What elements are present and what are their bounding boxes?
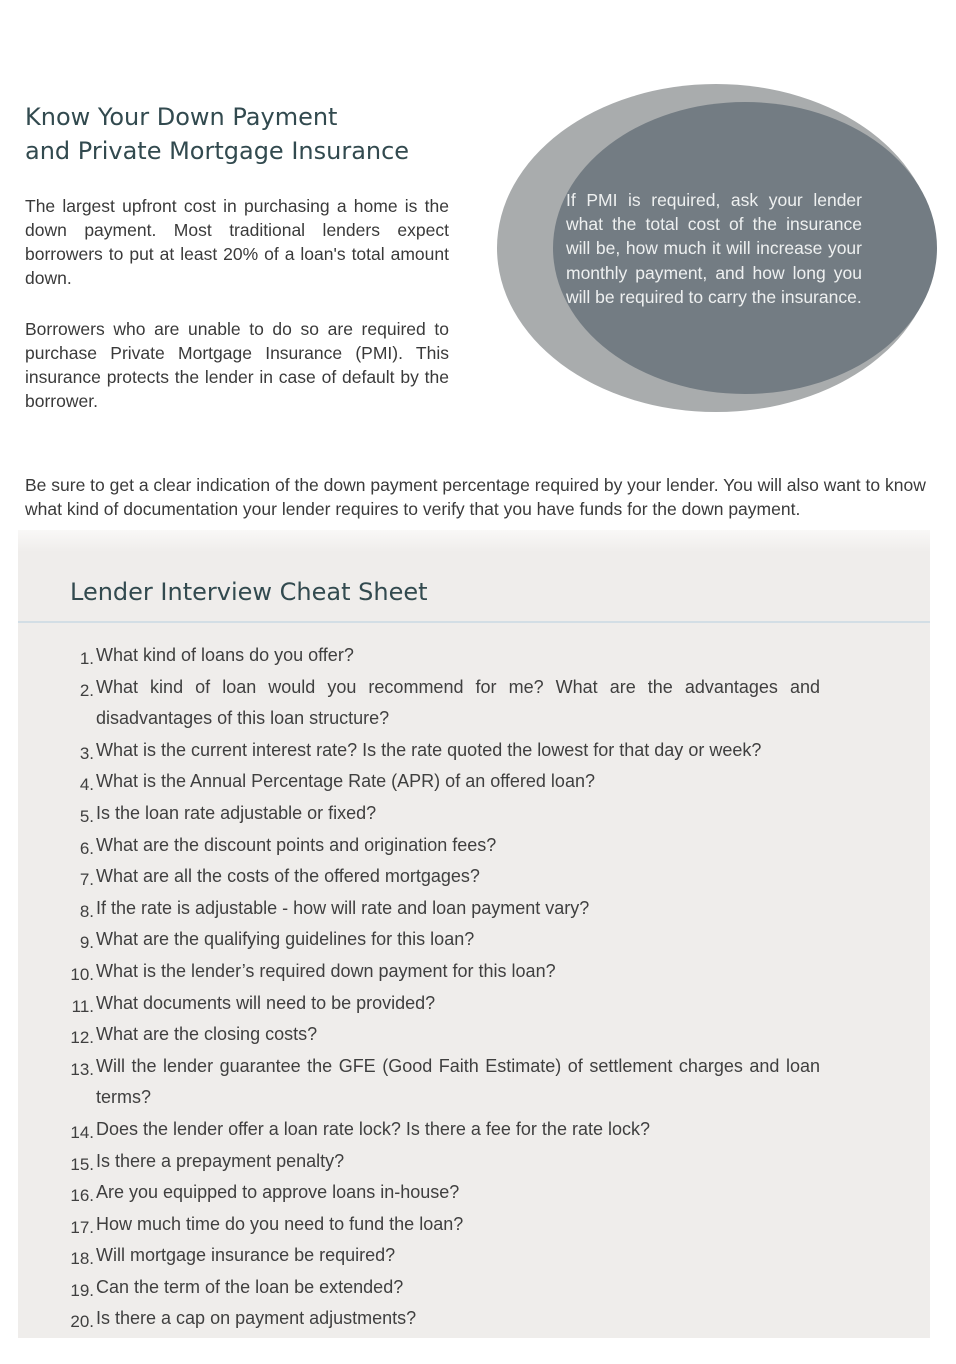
question-text: What are the closing costs?: [96, 1024, 318, 1045]
question-item: [18, 766, 820, 798]
question-text: Can the term of the loan be extended?: [96, 1276, 404, 1297]
page-heading-line-1: Know Your Down Payment: [25, 103, 338, 131]
question-number: 20.: [70, 1312, 94, 1332]
question-text: What kind of loans do you offer?: [96, 645, 354, 665]
question-number: 9.: [79, 933, 94, 953]
question-number: 10.: [70, 964, 94, 984]
cheat-sheet-title: Lender Interview Cheat Sheet: [70, 578, 428, 606]
question-item: [18, 735, 820, 767]
question-item: [18, 956, 820, 988]
question-item: [18, 640, 820, 672]
question-text: Will mortgage insurance be required?: [96, 1245, 396, 1266]
question-number: 8.: [79, 901, 94, 921]
question-text: Are you equipped to approve loans in-house?: [96, 1182, 460, 1203]
question-text: Is there a cap on payment adjustments?: [96, 1308, 417, 1329]
question-number: 13.: [70, 1059, 94, 1079]
intro-paragraph-1: The largest upfront cost in purchasing a home is the down payment. Most traditional lenders expect borrowers to put at least 20% of a loan's total amount down.: [25, 196, 449, 288]
question-text: How much time do you need to fund the loan?: [96, 1213, 464, 1234]
question-text: What is the Annual Percentage Rate (APR) of an offered loan?: [96, 771, 595, 792]
question-number: 11.: [71, 996, 94, 1016]
question-item: [18, 1177, 820, 1209]
question-number: 1.: [79, 649, 94, 668]
question-number: 3.: [79, 743, 94, 763]
question-text: Is there a prepayment penalty?: [96, 1150, 345, 1171]
intro-paragraph-2: Borrowers who are unable to do so are required to purchase Private Mortgage Insurance (PMI). This insurance protects the lender in case of default by the borrower.: [25, 319, 449, 411]
question-number: 5.: [79, 806, 94, 826]
question-item: [18, 924, 820, 956]
question-text: What is the lender’s required down payment for this loan?: [96, 960, 556, 981]
question-item: [18, 672, 820, 735]
question-number: 15.: [70, 1154, 94, 1174]
question-item: [18, 1051, 820, 1114]
panel-top-fade: [18, 530, 930, 552]
question-text: Will the lender guarantee the GFE (Good Faith Estimate) of settlement charges and loan terms?: [96, 1055, 820, 1108]
cheat-sheet-panel: [18, 530, 930, 1338]
question-item: [18, 988, 820, 1020]
question-item: [18, 1240, 820, 1272]
down-payment-note: Be sure to get a clear indication of the down payment percentage required by your lender. You will also want to know what kind of documentation your lender requires to verify that you have funds for the down payment.: [25, 475, 926, 519]
question-number: 12.: [70, 1028, 94, 1048]
pmi-callout-text: If PMI is required, ask your lender what the total cost of the insurance will be, how much it will increase your monthly payment, and how long you will be required to carry the insurance.: [566, 190, 862, 307]
page-heading: [25, 100, 409, 168]
question-number: 19.: [70, 1280, 94, 1300]
question-number: 17.: [70, 1217, 94, 1237]
question-number: 16.: [70, 1186, 94, 1206]
question-text: What are the qualifying guidelines for this loan?: [96, 929, 475, 950]
title-divider: [18, 621, 930, 623]
question-item: [18, 1303, 820, 1335]
question-item: [18, 861, 820, 893]
question-text: What kind of loan would you recommend for me? What are the advantages and disadvantages of this loan structure?: [96, 676, 820, 729]
question-text: What are all the costs of the offered mortgages?: [96, 866, 480, 887]
question-list: [18, 640, 930, 1335]
question-item: [18, 830, 820, 862]
question-item: [18, 1114, 820, 1146]
question-item: [18, 1019, 820, 1051]
question-text: Does the lender offer a loan rate lock? Is there a fee for the rate lock?: [96, 1118, 650, 1139]
question-text: What are the discount points and origination fees?: [96, 834, 497, 855]
question-item: [18, 1272, 820, 1304]
question-number: 6.: [79, 838, 94, 858]
question-text: What is the current interest rate? Is the rate quoted the lowest for that day or week?: [96, 739, 762, 760]
question-number: 14.: [70, 1122, 94, 1142]
question-number: 18.: [70, 1249, 94, 1269]
question-text: If the rate is adjustable - how will rate and loan payment vary?: [96, 897, 590, 918]
question-text: Is the loan rate adjustable or fixed?: [96, 802, 377, 823]
page-heading-line-2: and Private Mortgage Insurance: [25, 137, 410, 165]
question-item: [18, 1146, 820, 1178]
question-text: What documents will need to be provided?: [96, 992, 436, 1013]
question-number: 2.: [79, 680, 94, 700]
question-number: 4.: [79, 775, 94, 795]
question-number: 7.: [79, 870, 94, 890]
question-item: [18, 1209, 820, 1241]
question-item: [18, 798, 820, 830]
question-item: [18, 893, 820, 925]
